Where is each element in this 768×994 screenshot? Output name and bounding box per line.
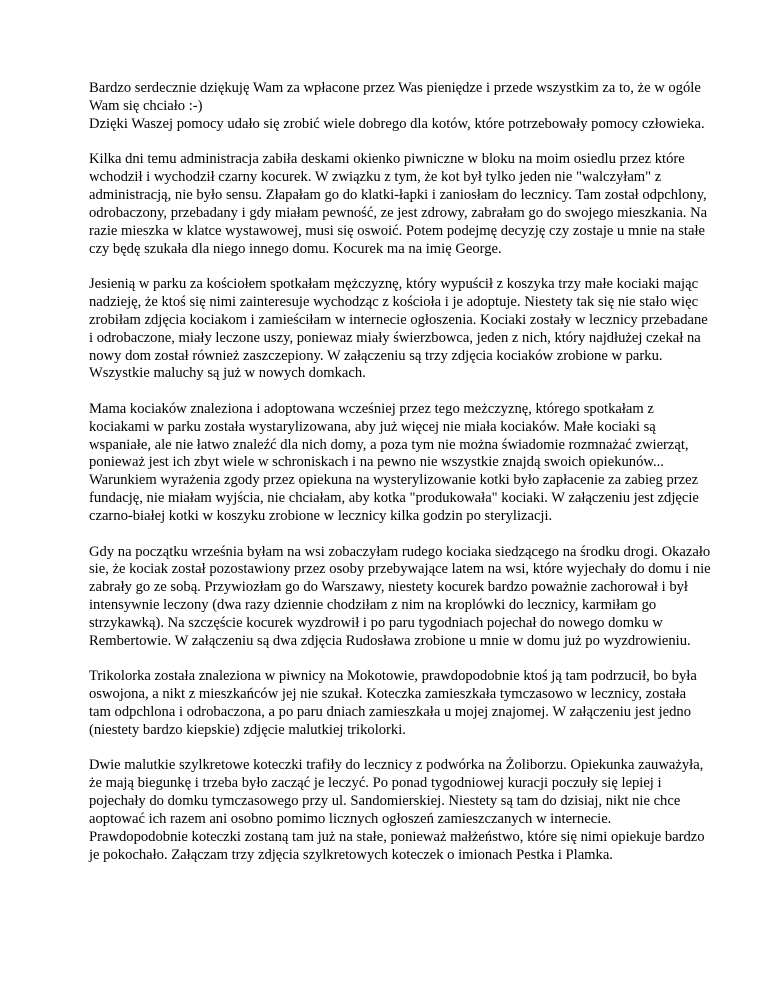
paragraph-thanks: Bardzo serdecznie dziękuję Wam za wpłacone przez Was pieniędze i przede wszystkim za to, że w ogóle Wam się chciało :-) Dzięki Waszej pomocy udało się zrobić wiele dobrego dla kotów, które potrzebowały pomocy człowieka. <box>89 80 705 132</box>
paragraph-park-kittens: Jesienią w parku za kościołem spotkałam mężczyznę, który wypuścił z koszyka trzy małe kociaki mając nadzieję, że ktoś się nimi zainteresuje wychodząc z kościoła i je adoptuje. Niestety tak się nie stało więc zrobiłam zdjęcia kociakom i zamieściłam w internecie ogłoszenia. Kociaki zostały w lecznicy przebadane i odrobaczone, miały leczone uszy, poniewaz miały świerzbowca, jeden z nich, który najdłużej czekał na nowy dom został również zaszczepiony. W załączeniu są trzy zdjęcia kociaków zrobione w parku. Wszystkie maluchy są już w nowych domkach. <box>89 275 708 382</box>
paragraph-sterilization: Mama kociaków znaleziona i adoptowana wcześniej przez tego meżczyznę, którego spotkałam z kociakami w parku została wystarylizowana, aby już więcej nie miała kociaków. Małe kociaki są wspaniałe, ale nie łatwo znaleźć dla nich domy, a poza tym nie można świadomie rozmnażać zwierząt, ponieważ jest ich zbyt wiele w schroniskach i na pewno nie wszystkie znajdą swoich opiekunów... Warunkiem wyrażenia zgody przez opiekuna na wysterylizowanie kotki było zapłacenie za zabieg przez fundację, nie miałam wyjścia, nie chciałam, aby kotka "produkowała" kociaki. W załączeniu jest zdjęcie czarno-białej kotki w koszyku zrobione w lecznicy kilka godzin po sterylizacji. <box>89 400 699 525</box>
paragraph-trikolorka: Trikolorka została znaleziona w piwnicy na Mokotowie, prawdopodobnie ktoś ją tam podrzucił, bo była oswojona, a nikt z mieszkańców jej nie szukał. Koteczka zamieszkała tymczasowo w lecznicy, została tam odpchlona i odrobaczona, a po paru dniach zamieszkała u mojej znajomej. W załączeniu jest jedno (niestety bardzo kiepskie) zdjęcie malutkiej trikolorki. <box>89 668 697 739</box>
document-body <box>89 80 711 882</box>
paragraph-rudoslaw: Gdy na początku września byłam na wsi zobaczyłam rudego kociaka siedzącego na środku drogi. Okazało sie, że kociak został pozostawiony przez osoby przebywające latem na wsi, które wyjechały do domu i nie zabrały go ze sobą. Przywiozłam go do Warszawy, niestety kocurek bardzo poważnie zachorował i był intensywnie leczony (dwa razy dziennie chodziłam z nim na kroplówki do lecznicy, karmiłam go strzykawką). Na szczęście kocurek wyzdrowił i po paru tygodniach pojechał do nowego domku w Rembertowie. W załączeniu są dwa zdjęcia Rudosława zrobione u mnie w domu już po wyzdrowieniu. <box>89 543 711 650</box>
paragraph-george: Kilka dni temu administracja zabiła deskami okienko piwniczne w bloku na moim osiedlu przez które wchodził i wychodził czarny kocurek. W związku z tym, że kot był tylko jeden nie "walczyłam" z administracją, nie było sensu. Złapałam go do klatki-łapki i zaniosłam do lecznicy. Tam został odpchlony, odrobaczony, przebadany i gdy miałam pewność, ze jest zdrowy, zabrałam go do swojego mieszkania. Na razie mieszka w klatce wystawowej, musi się oswoić. Potem podejmę decyzję czy zostaje u mnie na stałe czy będę szukała dla niego innego domu. Kocurek ma na imię George. <box>89 151 708 257</box>
paragraph-szylkretowe: Dwie malutkie szylkretowe koteczki trafiły do lecznicy z podwórka na Żoliborzu. Opiekunka zauważyła, że mają biegunkę i trzeba było zacząć je leczyć. Po ponad tygodniowej kuracji poczuły się lepiej i pojechały do domku tymczasowego przy ul. Sandomierskiej. Niestety są tam do dzisiaj, nikt nie chce aoptować ich razem ani osobno pomimo licznych ogłoszeń zamieszczanych w internecie. Prawdopodobnie koteczki zostaną tam już na stałe, ponieważ małżeństwo, które się nimi opiekuje bardzo je pokochało. Załączam trzy zdjęcia szylkretowych koteczek o imionach Pestka i Plamka. <box>89 757 705 863</box>
